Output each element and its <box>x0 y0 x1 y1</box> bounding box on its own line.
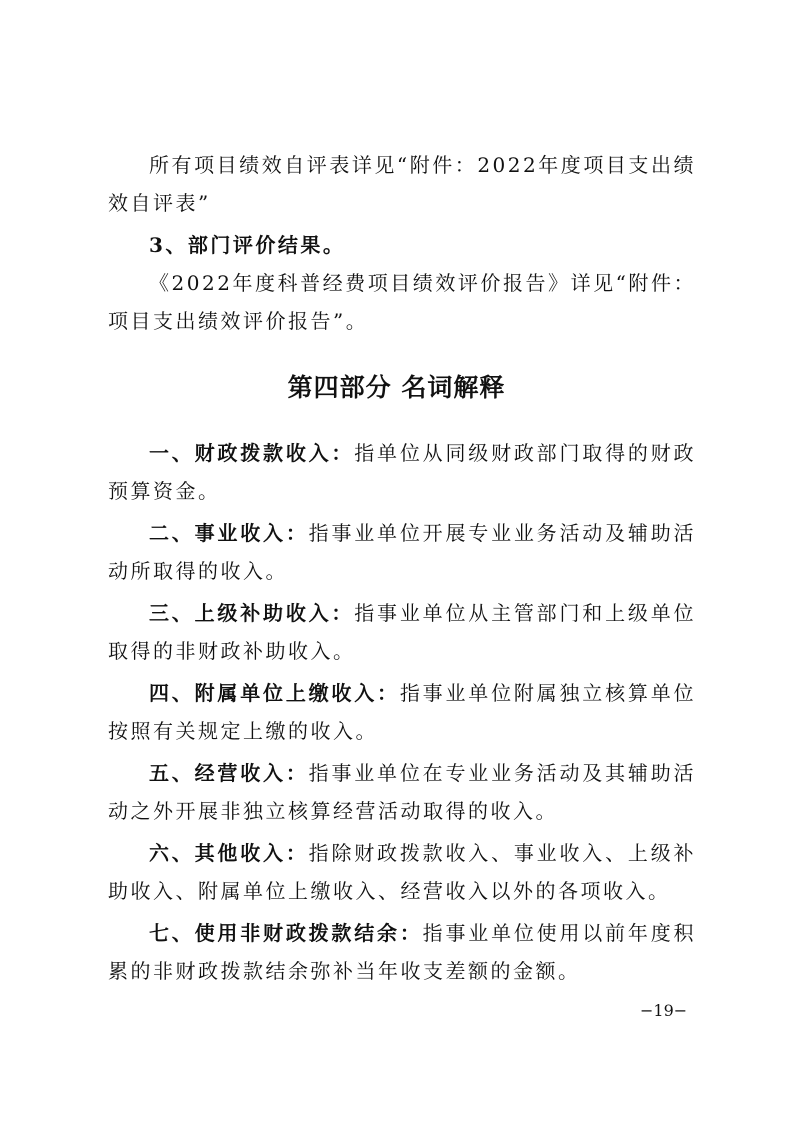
term-definition: 指事业单位从主管部门和上级单位取得的非财政补助收入。 <box>108 601 697 663</box>
paragraph-evaluation-report <box>108 264 696 340</box>
page-number: −19− <box>640 1001 688 1020</box>
term-definition: 指事业单位附属独立核算单位按照有关规定上缴的收入。 <box>108 681 697 743</box>
term-item <box>108 914 696 990</box>
paragraph-self-evaluation-tables <box>108 146 696 222</box>
term-item <box>108 754 696 830</box>
term-label: 四、附属单位上缴收入： <box>149 681 400 705</box>
term-definition: 指事业单位开展专业业务活动及辅助活动所取得的收入。 <box>108 521 697 583</box>
term-label: 五、经营收入： <box>149 761 309 785</box>
term-definition: 指除财政拨款收入、事业收入、上级补助收入、附属单位上缴收入、经营收入以外的各项收入。 <box>108 841 697 903</box>
term-label: 七、使用非财政拨款结余： <box>149 921 423 945</box>
heading-text: 3、部门评价结果。 <box>149 233 346 257</box>
term-item <box>108 674 696 750</box>
term-item <box>108 434 696 510</box>
term-definition: 指事业单位使用以前年度积累的非财政拨款结余弥补当年收支差额的金额。 <box>108 921 697 983</box>
term-definition: 指单位从同级财政部门取得的财政预算资金。 <box>108 441 697 503</box>
term-label: 六、其他收入： <box>149 841 309 865</box>
term-item <box>108 594 696 670</box>
paragraph-text: 《2022年度科普经费项目绩效评价报告》详见“附件：项目支出绩效评价报告”。 <box>108 271 696 333</box>
heading-department-evaluation <box>108 226 696 264</box>
section-title: 第四部分 名词解释 <box>287 373 506 402</box>
paragraph-text: 所有项目绩效自评表详见“附件：2022年度项目支出绩效自评表” <box>108 153 696 215</box>
term-label: 一、财政拨款收入： <box>149 441 355 465</box>
term-item <box>108 514 696 590</box>
term-label: 三、上级补助收入： <box>149 601 355 625</box>
term-label: 二、事业收入： <box>149 521 309 545</box>
term-item <box>108 834 696 910</box>
term-definition: 指事业单位在专业业务活动及其辅助活动之外开展非独立核算经营活动取得的收入。 <box>108 761 697 823</box>
